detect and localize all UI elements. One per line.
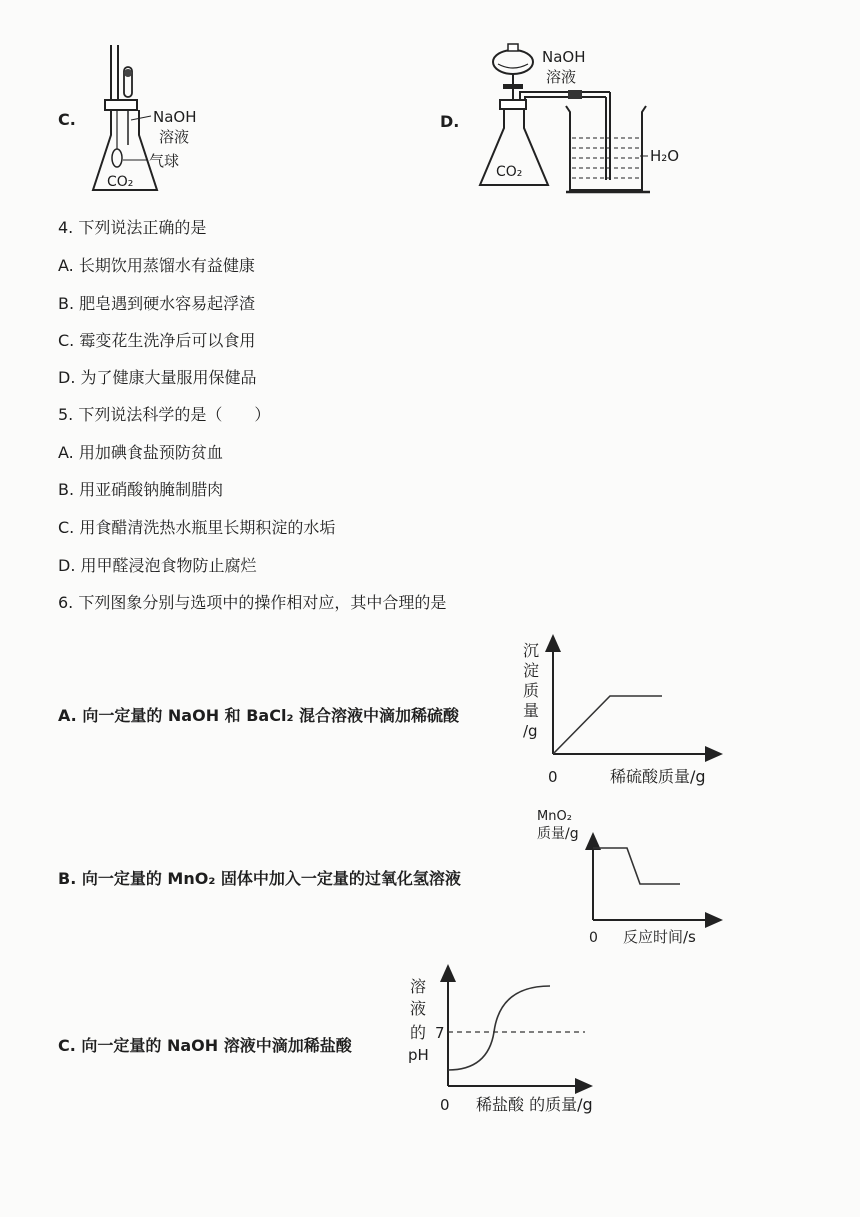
y-label-5: /g	[523, 722, 538, 740]
ph-curve	[448, 986, 550, 1070]
graph-a	[510, 632, 740, 790]
origin-label: 0	[589, 930, 598, 946]
stopper	[105, 100, 137, 110]
funnel-stopcock	[503, 84, 523, 89]
q4-stem: 4. 下列说法正确的是	[58, 218, 207, 237]
apparatus-figure-d	[470, 40, 700, 200]
q6-option-c: C. 向一定量的 NaOH 溶液中滴加稀盐酸	[58, 1036, 352, 1055]
rubber-connector	[568, 90, 582, 99]
y-label-2: 液	[410, 999, 427, 1018]
q5-stem: 5. 下列说法科学的是（ ）	[58, 405, 271, 424]
x-axis-label: 稀硫酸质量/g	[610, 767, 706, 786]
q4-option-d: D. 为了健康大量服用保健品	[58, 368, 257, 387]
q6-option-a: A. 向一定量的 NaOH 和 BaCl₂ 混合溶液中滴加稀硫酸	[58, 706, 460, 725]
tick-7: 7	[435, 1024, 445, 1042]
label-naoh: NaOH	[542, 48, 586, 66]
q5-option-d: D. 用甲醛浸泡食物防止腐烂	[58, 556, 257, 575]
graph-b	[530, 804, 730, 950]
stopper	[500, 100, 526, 109]
y-label-1: MnO₂	[537, 809, 572, 824]
precipitate-curve	[553, 696, 662, 754]
apparatus-figure-c	[85, 40, 235, 200]
label-naoh: NaOH	[153, 108, 197, 126]
y-label-2: 质量/g	[537, 826, 579, 842]
q3-option-d-letter: D.	[440, 112, 460, 131]
label-water: H₂O	[650, 147, 680, 165]
q6-option-b: B. 向一定量的 MnO₂ 固体中加入一定量的过氧化氢溶液	[58, 869, 461, 888]
graph-c	[400, 962, 620, 1122]
y-label-4: 量	[523, 701, 540, 720]
funnel-liquid	[498, 64, 528, 68]
q4-option-b: B. 肥皂遇到硬水容易起浮渣	[58, 294, 256, 313]
y-label-1: 沉	[523, 641, 540, 660]
q6-stem: 6. 下列图象分别与选项中的操作相对应，其中合理的是	[58, 593, 447, 612]
mno2-curve	[593, 848, 680, 884]
delivery-tube	[525, 97, 606, 100]
label-co2: CO₂	[496, 164, 523, 180]
q4-option-c: C. 霉变花生洗净后可以食用	[58, 331, 256, 350]
label-solution: 溶液	[546, 68, 577, 86]
y-label-3: 质	[523, 681, 540, 700]
x-axis-label: 稀盐酸 的质量/g	[476, 1095, 593, 1114]
x-axis-label: 反应时间/s	[623, 928, 696, 946]
q3-option-c-letter: C.	[58, 110, 76, 129]
label-co2: CO₂	[107, 174, 134, 190]
label-balloon: 气球	[149, 152, 180, 170]
y-label-2: 淀	[523, 661, 540, 680]
origin-label: 0	[440, 1096, 450, 1114]
funnel-stopper	[508, 44, 518, 51]
q5-option-a: A. 用加碘食盐预防贫血	[58, 443, 223, 462]
leader-line	[131, 116, 151, 120]
y-label-1: 溶	[410, 977, 427, 996]
balloon	[112, 149, 122, 167]
origin-label: 0	[548, 768, 558, 786]
dropper-bulb	[124, 69, 132, 77]
y-label-3: 的	[410, 1023, 427, 1042]
separatory-funnel	[493, 50, 533, 74]
y-label-4: pH	[408, 1046, 429, 1064]
q5-option-b: B. 用亚硝酸钠腌制腊肉	[58, 480, 224, 499]
q5-option-c: C. 用食醋清洗热水瓶里长期积淀的水垢	[58, 518, 336, 537]
label-solution: 溶液	[159, 128, 190, 146]
q4-option-a: A. 长期饮用蒸馏水有益健康	[58, 256, 255, 275]
